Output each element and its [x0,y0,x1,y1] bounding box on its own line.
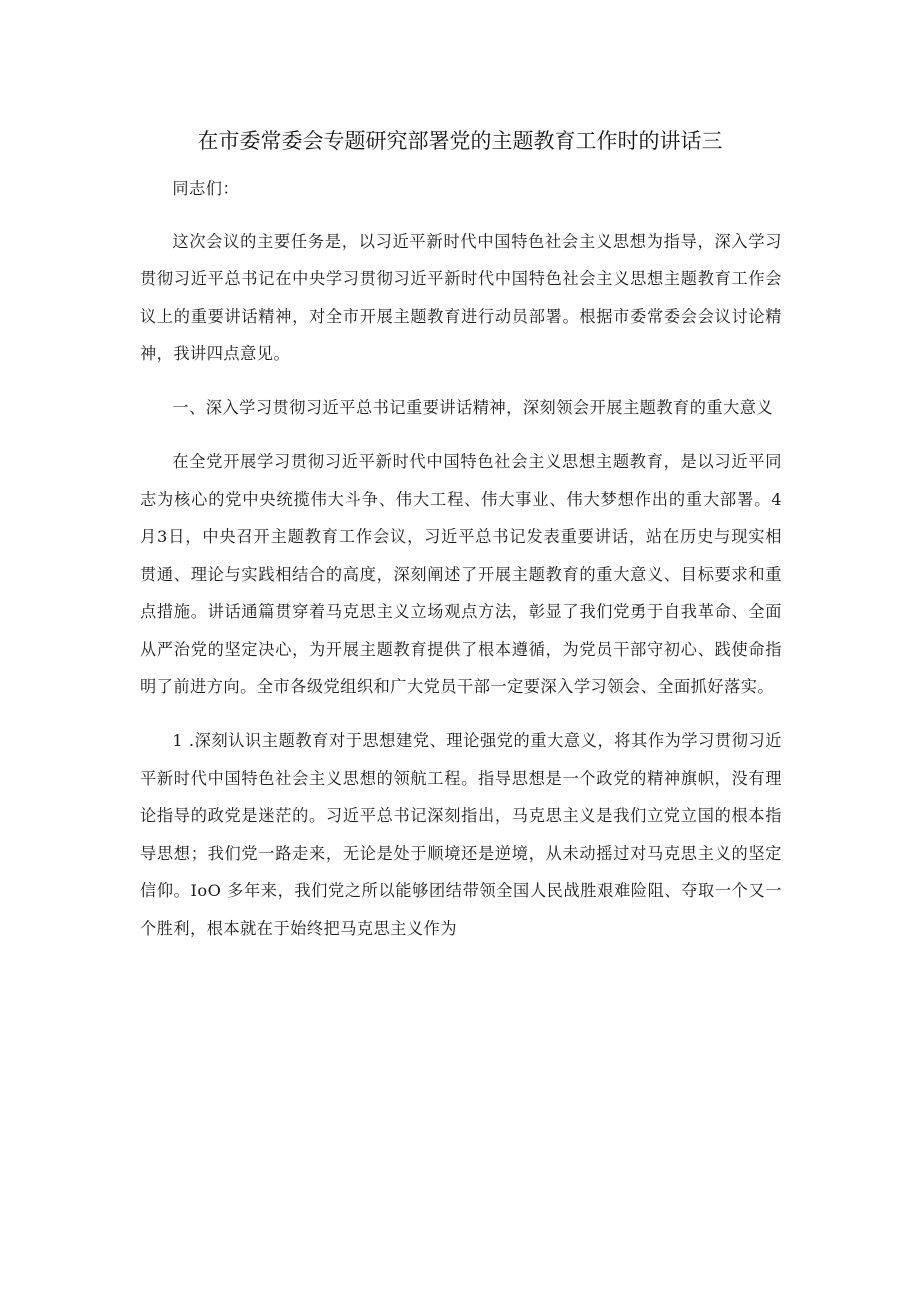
document-body [140,170,782,947]
section-heading: 一、深入学习贯彻习近平总书记重要讲话精神，深刻领会开展主题教育的重大意义 [172,398,774,417]
document-title: 在市委常委会专题研究部署党的主题教育工作时的讲话三 [197,129,723,153]
paragraph: 1 .深刻认识主题教育对于思想建党、理论强党的重大意义，将其作为学习贯彻习近平新时代中国特色社会主义思想的领航工程。指导思想是一个政党的精神旗帜，没有理论指导的政党是迷茫的。习近平总书记深刻指出，马克思主义是我们立党立国的根本指导思想；我们党一路走来，无论是处于顺境还是逆境，从未动摇过对马克思主义的坚定信仰。IoO 多年来，我们党之所以能够团结带领全国人民战胜艰难险阻、夺取一个又一个胜利，根本就在于始终把马克思主义作为 [140,731,782,938]
paragraph: 这次会议的主要任务是，以习近平新时代中国特色社会主义思想为指导，深入学习贯彻习近平总书记在中央学习贯彻习近平新时代中国特色社会主义思想主题教育工作会议上的重要讲话精神，对全市开展主题教育进行动员部署。根据市委常委会会议讨论精神，我讲四点意见。 [140,231,782,363]
paragraph: 在全党开展学习贯彻习近平新时代中国特色社会主义思想主题教育，是以习近平同志为核心的党中央统揽伟大斗争、伟大工程、伟大事业、伟大梦想作出的重大部署。4月3日，中央召开主题教育工作会议，习近平总书记发表重要讲话，站在历史与现实相贯通、理论与实践相结合的高度，深刻阐述了开展主题教育的重大意义、目标要求和重点措施。讲话通篇贯穿着马克思主义立场观点方法，彰显了我们党勇于自我革命、全面从严治党的坚定决心，为开展主题教育提供了根本遵循，为党员干部守初心、践使命指明了前进方向。全市各级党组织和广大党员干部一定要深入学习领会、全面抓好落实。 [140,452,782,696]
salutation: 同志们： [172,179,240,198]
